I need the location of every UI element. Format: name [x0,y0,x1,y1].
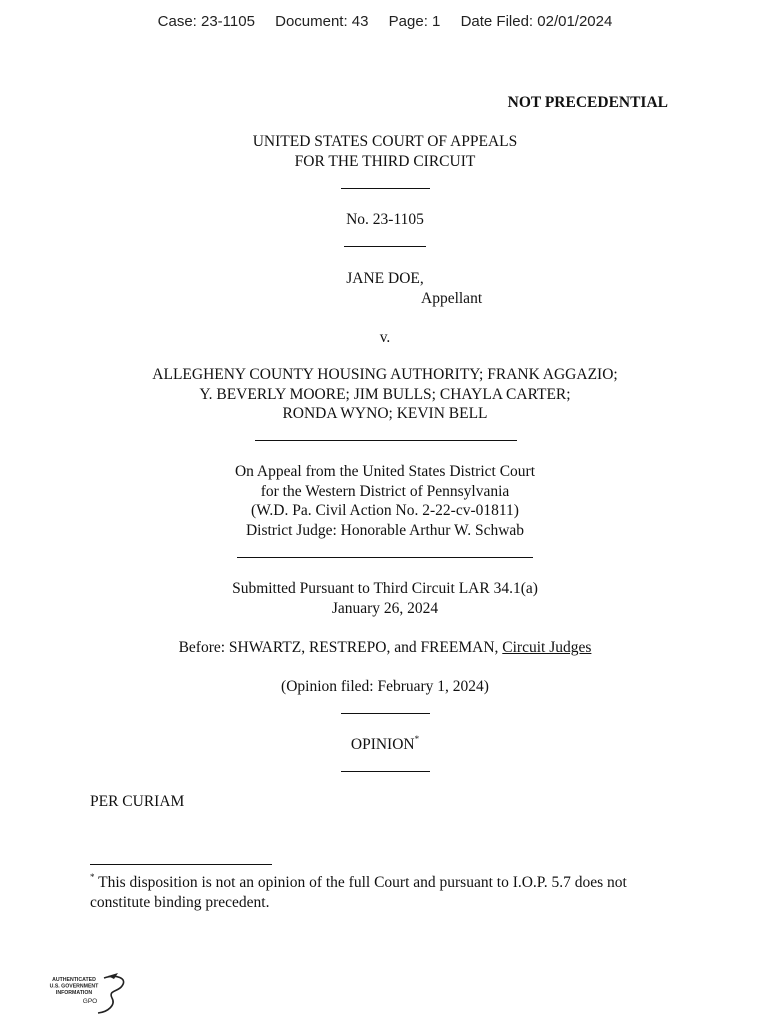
submission-line1: Submitted Pursuant to Third Circuit LAR 34.1(a) [232,580,538,597]
panel-line [0,639,770,657]
seal-line4: GPO [82,998,98,1005]
opinion-filed-date: (Opinion filed: February 1, 2024) [281,678,489,695]
case-number: Case: 23-1105 [157,13,255,30]
footnote-line1 [90,874,627,892]
court-name-line1: UNITED STATES COURT OF APPEALS [252,133,518,150]
footnote-text: This disposition is not an opinion of the full Court and pursuant to I.O.P. 5.7 does not [94,874,627,891]
appeal-info-line1: On Appeal from the United States District Court [234,463,536,480]
panel-judges: Before: SHWARTZ, RESTREPO, and FREEMAN, [178,639,503,656]
submission-date: January 26, 2024 [331,600,439,617]
seal-line3: INFORMATION [55,990,93,996]
docket-number: No. 23-1105 [346,211,424,228]
page-number: Page: 1 [388,13,441,30]
appellant-role: Appellant [421,290,483,307]
appellees-line3: RONDA WYNO; KEVIN BELL [282,405,488,422]
appeal-info-line3: (W.D. Pa. Civil Action No. 2-22-cv-01811) [251,502,519,519]
eagle-swoosh-icon [98,976,124,1013]
appellees-line2: Y. BEVERLY MOORE; JIM BULLS; CHAYLA CARTER; [199,386,571,403]
divider-rule [341,771,430,772]
footnote-reference: * [414,734,420,744]
seal-line2: U.S. GOVERNMENT [49,983,99,990]
precedential-designation: NOT PRECEDENTIAL [507,94,668,111]
versus: v. [379,329,391,346]
footnote-marker: * [90,872,95,882]
date-filed: Date Filed: 02/01/2024 [460,13,613,30]
seal-line1: AUTHENTICATED [52,977,96,983]
per-curiam-author: PER CURIAM [90,793,185,810]
document-number: Document: 43 [275,13,369,30]
footnote-line2: constitute binding precedent. [90,894,270,911]
opinion-heading-text: OPINION [350,736,415,753]
divider-rule [237,557,533,558]
opinion-heading [0,736,770,754]
footnote-separator [90,864,272,865]
divider-rule [344,246,426,247]
court-name-line2: FOR THE THIRD CIRCUIT [294,153,476,170]
gpo-authentication-seal [42,972,132,1016]
divider-rule [255,440,517,441]
appellant-name: JANE DOE, [346,270,424,287]
divider-rule [341,188,430,189]
divider-rule [341,713,430,714]
panel-title: Circuit Judges [502,639,592,656]
appeal-info-line4: District Judge: Honorable Arthur W. Schwab [245,522,525,539]
filing-header [0,13,770,30]
appeal-info-line2: for the Western District of Pennsylvania [260,483,510,500]
appellees-line1: ALLEGHENY COUNTY HOUSING AUTHORITY; FRANK AGGAZIO; [152,366,618,383]
